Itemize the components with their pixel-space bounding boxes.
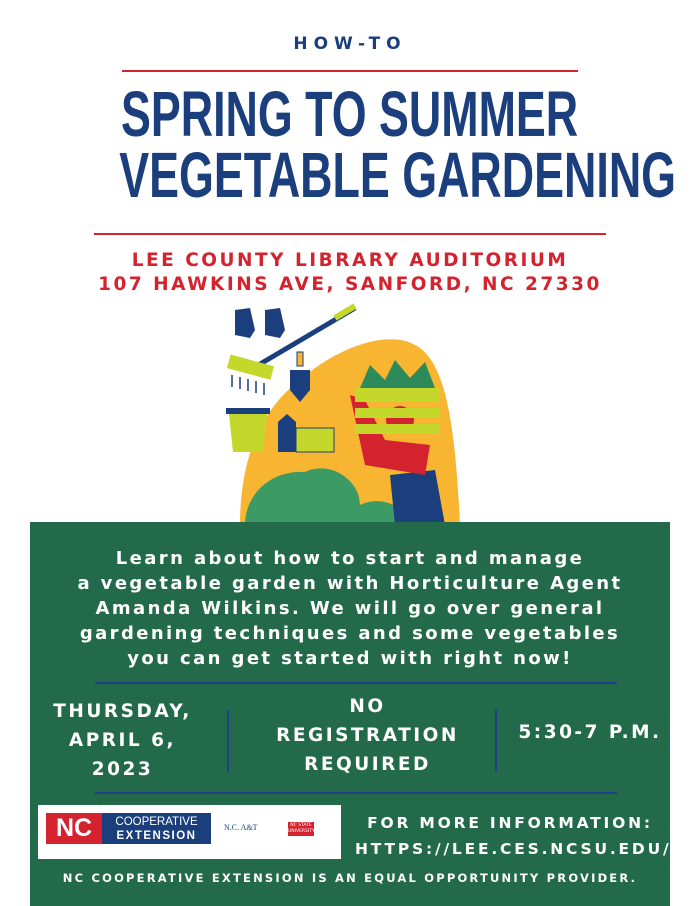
nc-cooperative-extension-logo [38,805,341,859]
divider [122,70,578,72]
title-line-1: SPRING TO SUMMER [121,78,579,150]
event-time: 5:30-7 P.M. [518,722,662,743]
venue-name: LEE COUNTY LIBRARY AUDITORIUM [131,250,569,271]
ncat-logo: N.C. A&T [224,823,258,832]
equal-opportunity-statement: NC COOPERATIVE EXTENSION IS AN EQUAL OPPORTUNITY PROVIDER. [62,871,638,885]
eyebrow-heading: HOW-TO [293,34,407,54]
divider [95,792,617,794]
contact-label: FOR MORE INFORMATION: [367,814,653,832]
divider [495,710,497,772]
event-date: THURSDAY, APRIL 6, 2023 [53,701,192,780]
logo-wordmark: COOPERATIVE EXTENSION [102,813,211,844]
details-panel [30,522,670,906]
contact-info [355,810,672,862]
divider [95,682,617,684]
bucket-icon [226,408,270,452]
divider [94,233,606,235]
gardener-illustration [220,300,480,525]
ncstate-logo: NC STATE UNIVERSITY [288,823,315,834]
divider [227,710,229,772]
event-description: Learn about how to start and manage a vegetable garden with Horticulture Agent Amanda Wilkins. We will go over general gardening techniques and some vegetables you can get started with right now! [77,548,623,669]
registration-note: NO REGISTRATION REQUIRED [276,696,459,775]
title-line-2: VEGETABLE GARDENING [119,139,677,211]
contact-url[interactable]: HTTPS://LEE.CES.NCSU.EDU/ [355,840,672,858]
gloves-icon [235,308,285,338]
nc-mark: NC [46,813,102,844]
venue-address: 107 HAWKINS AVE, SANFORD, NC 27330 [98,274,602,295]
